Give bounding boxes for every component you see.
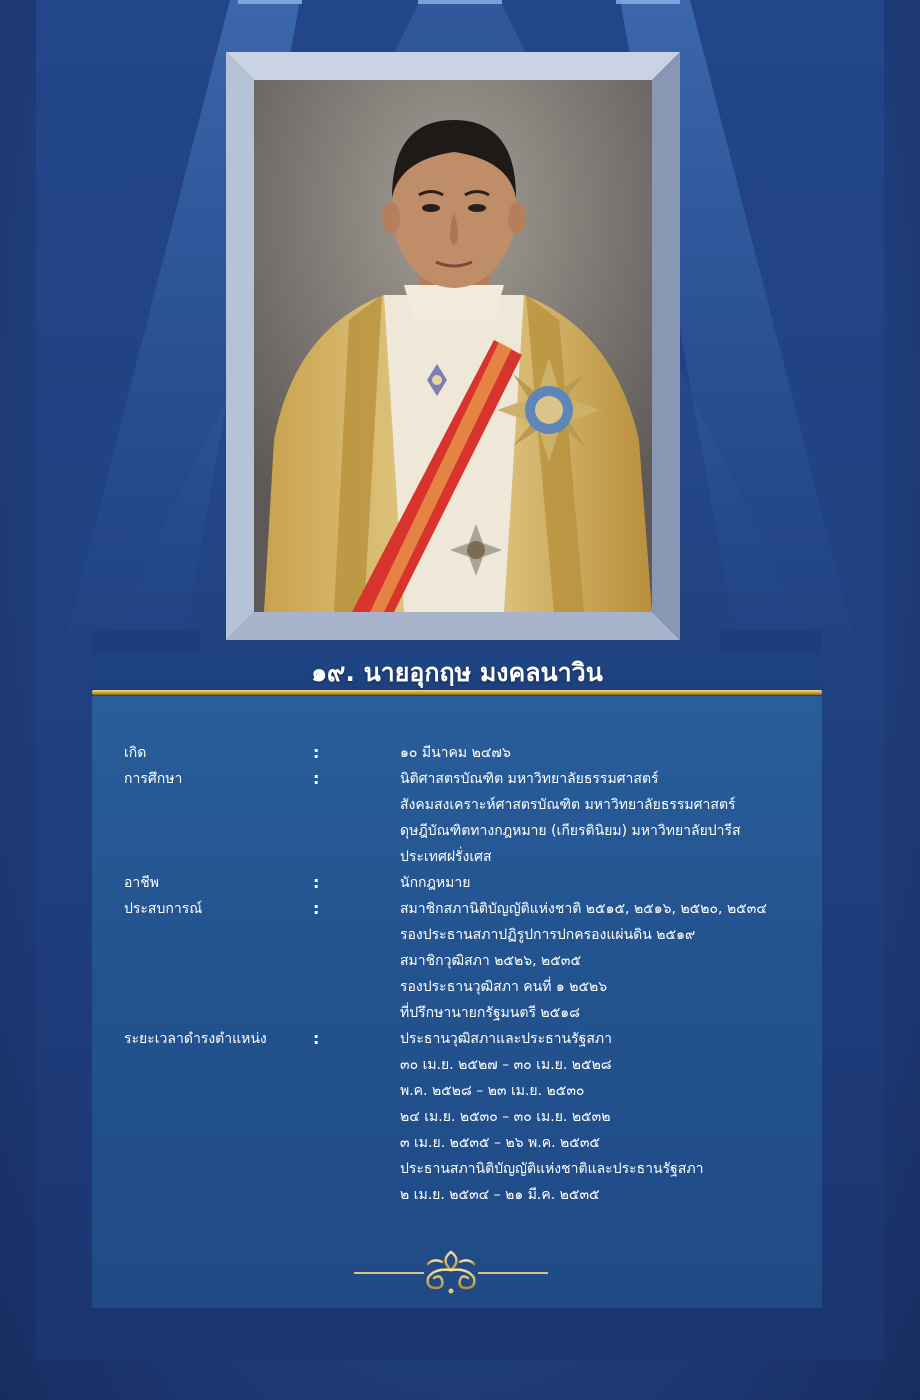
detail-value-line: พ.ค. ๒๕๒๘ – ๒๓ เม.ย. ๒๕๓๐ — [400, 1083, 585, 1099]
detail-value-line: รองประธานสภาปฏิรูปการปกครองแผ่นดิน ๒๕๑๙ — [400, 927, 696, 943]
portrait-photo — [254, 80, 652, 612]
detail-row — [124, 766, 804, 870]
detail-value-line: ๓ เม.ย. ๒๕๓๕ – ๒๖ พ.ค. ๒๕๓๕ — [400, 1135, 600, 1151]
detail-value-line: ที่ปรึกษานายกรัฐมนตรี ๒๕๑๘ — [400, 1005, 580, 1021]
detail-separator: : — [313, 743, 320, 762]
detail-label: ระยะเวลาดำรงตำแหน่ง — [124, 1031, 267, 1047]
detail-row — [124, 740, 804, 766]
detail-value-line: นักกฎหมาย — [400, 875, 471, 891]
title-underline — [92, 690, 822, 695]
detail-value-line: สังคมสงเคราะห์ศาสตรบัณฑิต มหาวิทยาลัยธรรมศาสตร์ — [400, 797, 736, 813]
detail-values — [400, 1026, 804, 1208]
detail-value-line: ๓๐ เม.ย. ๒๕๒๗ – ๓๐ เม.ย. ๒๕๒๘ — [400, 1057, 612, 1073]
detail-value-line: รองประธานวุฒิสภา คนที่ ๑ ๒๕๒๖ — [400, 979, 608, 995]
detail-value-line: ประเทศฝรั่งเศส — [400, 849, 492, 865]
detail-value-line: นิติศาสตรบัณฑิต มหาวิทยาลัยธรรมศาสตร์ — [400, 771, 659, 787]
detail-value-line: ๑๐ มีนาคม ๒๔๗๖ — [400, 745, 511, 761]
detail-value-line: ๒ เม.ย. ๒๕๓๔ – ๒๑ มี.ค. ๒๕๓๕ — [400, 1187, 600, 1203]
detail-separator: : — [313, 769, 320, 788]
detail-values — [400, 870, 804, 896]
detail-value-line: ดุษฎีบัณฑิตทางกฎหมาย (เกียรตินิยม) มหาวิทยาลัยปารีส — [400, 823, 741, 839]
portrait-illustration — [254, 80, 652, 612]
detail-value-line: ประธานสภานิติบัญญัติแห่งชาติและประธานรัฐสภา — [400, 1161, 704, 1177]
detail-value-line: สมาชิกวุฒิสภา ๒๕๒๖, ๒๕๓๕ — [400, 953, 582, 969]
detail-values — [400, 896, 804, 1026]
detail-label: อาชีพ — [124, 875, 159, 891]
biography-details — [124, 740, 804, 1208]
detail-label: การศึกษา — [124, 771, 183, 787]
detail-separator: : — [313, 899, 320, 918]
detail-row — [124, 1026, 804, 1208]
detail-separator: : — [313, 873, 320, 892]
detail-value-line: สมาชิกสภานิติบัญญัติแห่งชาติ ๒๕๑๕, ๒๕๑๖, ๒๕๒๐, ๒๕๓๔ — [400, 901, 767, 917]
detail-values — [400, 766, 804, 870]
detail-row — [124, 896, 804, 1026]
detail-value-line: ประธานวุฒิสภาและประธานรัฐสภา — [400, 1031, 612, 1047]
detail-row — [124, 870, 804, 896]
detail-label: ประสบการณ์ — [124, 901, 203, 917]
detail-value-line: ๒๔ เม.ย. ๒๕๓๐ – ๓๐ เม.ย. ๒๕๓๒ — [400, 1109, 611, 1125]
page-title: ๑๙. นายอุกฤษ มงคลนาวิน — [311, 658, 603, 687]
ornament-divider-icon — [354, 1248, 548, 1294]
detail-values — [400, 740, 804, 766]
detail-separator: : — [313, 1029, 320, 1048]
detail-label: เกิด — [124, 745, 147, 761]
